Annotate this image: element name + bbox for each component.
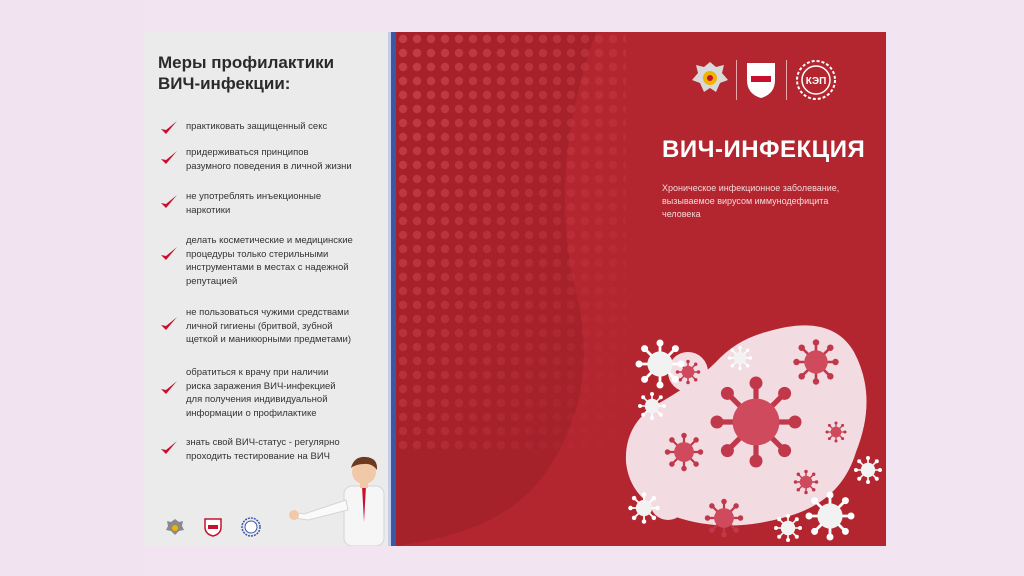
virus-illustration — [616, 302, 886, 546]
virus-icon — [628, 492, 660, 524]
tip-line: наркотики — [186, 204, 231, 216]
virus-icon — [711, 377, 802, 468]
prevention-panel — [144, 32, 388, 546]
tip-line: не употреблять инъекционные — [186, 191, 322, 202]
virus-icon — [665, 433, 704, 472]
prevention-title-line2: ВИЧ-инфекции: — [158, 74, 291, 93]
check-icon — [160, 316, 178, 332]
check-icon — [160, 120, 178, 136]
tip-line: репутацией — [186, 275, 238, 287]
virus-icon — [636, 340, 685, 389]
tip-line: не пользоваться чужими средствами — [186, 307, 350, 318]
kep-logo-icon — [240, 516, 262, 538]
virus-icon — [774, 514, 802, 542]
tip-line: риска заражения ВИЧ-инфекцией — [186, 380, 336, 392]
cover-subtitle-line: человека — [662, 209, 701, 219]
check-icon — [160, 440, 178, 456]
brochure-cover — [396, 32, 886, 546]
prevention-title — [158, 52, 378, 94]
emblem-icon — [690, 58, 730, 102]
doctor-illustration — [284, 452, 388, 546]
tip-line: информации о профилактике — [186, 407, 317, 419]
virus-icon — [806, 492, 855, 541]
tip-line: знать свой ВИЧ-статус - регулярно — [186, 437, 340, 448]
tip-line: щеткой и маникюрными предметами) — [186, 334, 352, 345]
check-icon — [160, 246, 178, 262]
tip-line: инструментами в местах с надежной — [186, 262, 349, 273]
tip-line: практиковать защищенный секс — [186, 121, 328, 132]
prevention-title-line1: Меры профилактики — [158, 53, 335, 72]
cover-title: ВИЧ-ИНФЕКЦИЯ — [662, 136, 866, 163]
virus-icon — [826, 422, 847, 443]
page-background — [0, 0, 144, 576]
check-icon — [160, 150, 178, 166]
tip-line: процедуры только стерильными — [186, 248, 329, 260]
virus-icon — [728, 346, 753, 371]
cover-subtitle — [662, 182, 858, 221]
tip-line: разумного поведения в личной жизни — [186, 160, 352, 172]
tip-line: личной гигиены (бритвой, зубной — [186, 320, 333, 332]
kep-logo-text: КЭП — [805, 76, 827, 87]
virus-icon — [638, 392, 666, 420]
kep-logo-icon — [794, 58, 838, 102]
tip-line: проходить тестирование на ВИЧ — [186, 450, 330, 462]
fold-strip — [388, 32, 396, 546]
virus-icon — [793, 339, 839, 385]
cover-subtitle-line: Хроническое инфекционное заболевание, — [662, 183, 840, 193]
emblem-icon — [164, 516, 186, 538]
tip-line: делать косметические и медицинские — [186, 235, 353, 246]
tip-line: придерживаться принципов — [186, 147, 309, 158]
cover-subtitle-line: вызываемое вирусом иммунодефицита — [662, 196, 829, 206]
shield-logo-icon — [202, 516, 224, 538]
shield-logo-icon — [744, 60, 778, 100]
cover-logos — [690, 54, 860, 110]
virus-icon — [854, 456, 882, 484]
tip-line: обратиться к врачу при наличии — [186, 367, 329, 378]
virus-icon — [794, 470, 819, 495]
check-icon — [160, 380, 178, 396]
virus-icon — [705, 499, 744, 538]
check-icon — [160, 194, 178, 210]
slide — [144, 32, 886, 546]
tip-line: для получения индивидуальной — [186, 394, 328, 405]
bottom-logos — [164, 516, 284, 540]
